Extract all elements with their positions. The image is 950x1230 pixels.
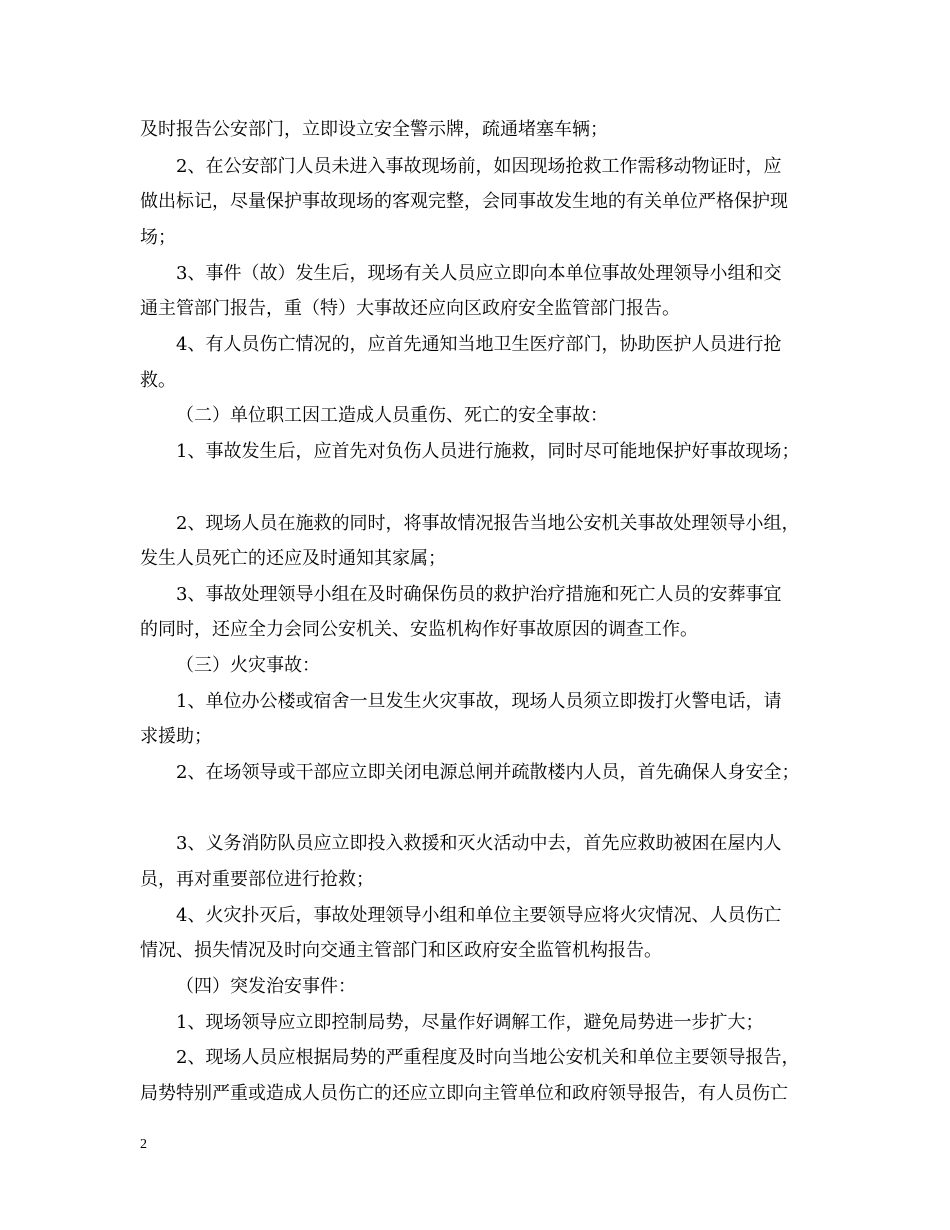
section-heading: （二）单位职工因工造成人员重伤、死亡的安全事故： (176, 405, 608, 426)
section-heading: （四）突发治安事件： (176, 976, 356, 997)
text-line: 1、事故发生后，应首先对负伤人员进行施救，同时尽可能地保护好事故现场； (176, 441, 800, 462)
text-line: 3、事故处理领导小组在及时确保伤员的救护治疗措施和死亡人员的安葬事宜 (176, 584, 782, 605)
text-line: 2、现场人员应根据局势的严重程度及时向当地公安机关和单位主要领导报告， (176, 1047, 800, 1068)
text-line: 做出标记，尽量保护事故现场的客观完整，会同事故发生地的有关单位严格保护现 (140, 191, 788, 212)
text-line: 1、单位办公楼或宿舍一旦发生火灾事故，现场人员须立即拨打火警电话，请 (176, 691, 782, 712)
text-line: 2、现场人员在施救的同时，将事故情况报告当地公安机关事故处理领导小组， (176, 513, 800, 534)
text-line: 局势特别严重或造成人员伤亡的还应立即向主管单位和政府领导报告，有人员伤亡 (140, 1083, 788, 1104)
text-line: 3、义务消防队员应立即投入救援和灭火活动中去，首先应救助被困在屋内人 (176, 833, 782, 854)
section-heading: （三）火灾事故： (176, 655, 320, 676)
text-line: 情况、损失情况及时向交通主管部门和区政府安全监管机构报告。 (140, 940, 662, 961)
page-number: 2 (140, 1137, 147, 1152)
text-line: 场； (140, 227, 176, 248)
text-line: 求援助； (140, 726, 212, 747)
text-line: 发生人员死亡的还应及时通知其家属； (140, 548, 446, 569)
text-line: 3、事件（故）发生后，现场有关人员应立即向本单位事故处理领导小组和交 (176, 263, 782, 284)
text-line: 1、现场领导应立即控制局势，尽量作好调解工作，避免局势进一步扩大； (176, 1012, 764, 1033)
text-line: 2、在场领导或干部应立即关闭电源总闸并疏散楼内人员，首先确保人身安全； (176, 762, 800, 783)
text-line: 2、在公安部门人员未进入事故现场前，如因现场抢救工作需移动物证时，应 (176, 156, 782, 177)
text-line: 救。 (140, 370, 176, 391)
text-line: 通主管部门报告，重（特）大事故还应向区政府安全监管部门报告。 (140, 298, 680, 319)
text-line: 及时报告公安部门，立即设立安全警示牌，疏通堵塞车辆； (140, 119, 608, 140)
text-line: 4、火灾扑灭后，事故处理领导小组和单位主要领导应将火灾情况、人员伤亡 (176, 905, 782, 926)
text-line: 4、有人员伤亡情况的，应首先通知当地卫生医疗部门，协助医护人员进行抢 (176, 334, 782, 355)
text-line: 员，再对重要部位进行抢救； (140, 869, 374, 890)
text-line: 的同时，还应全力会同公安机关、安监机构作好事故原因的调查工作。 (140, 619, 698, 640)
